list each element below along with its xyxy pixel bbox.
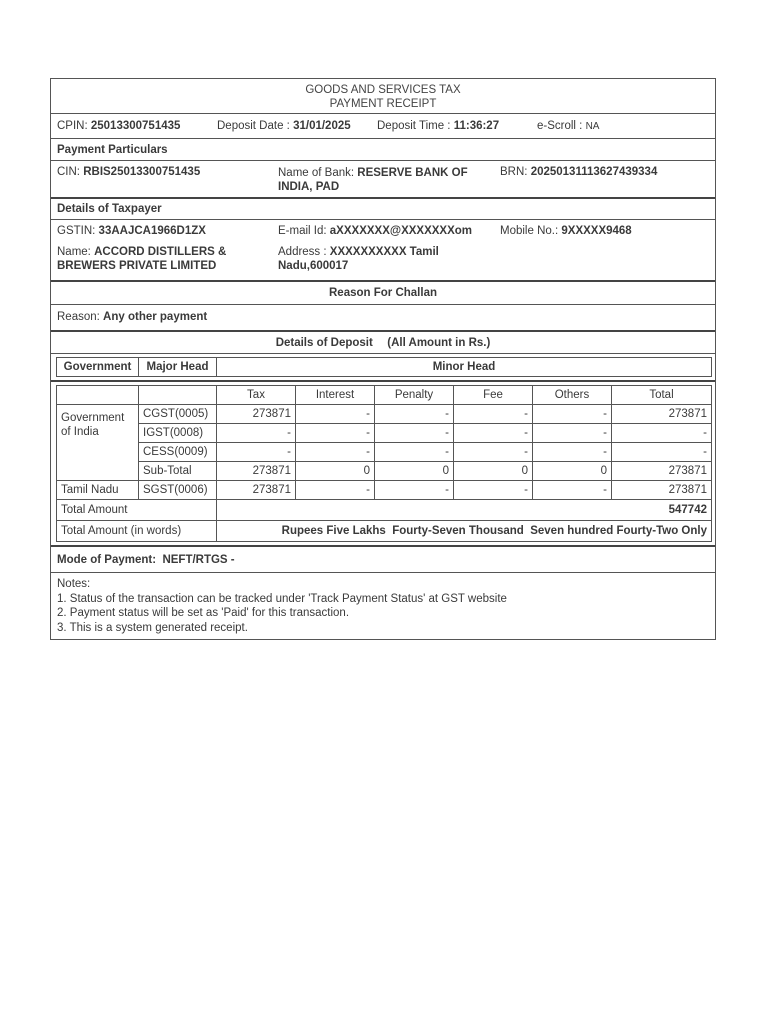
- cell-value: -: [375, 424, 454, 443]
- cell-value: 273871: [217, 481, 296, 500]
- cell-value: 0: [454, 462, 533, 481]
- table-row: [57, 462, 712, 481]
- deposit-date-label: Deposit Date :: [217, 120, 290, 132]
- cpin-row: [51, 114, 715, 139]
- gov-india-cell: Government of India: [57, 405, 139, 481]
- cell-value: -: [533, 481, 612, 500]
- cell-value: -: [454, 424, 533, 443]
- email-value: aXXXXXXX@XXXXXXXom: [329, 225, 473, 237]
- email-label: E-mail Id:: [278, 225, 327, 237]
- total-label: Total Amount: [57, 500, 217, 521]
- brn-value: 20250131113627439334: [530, 166, 658, 178]
- mode-value: NEFT/RTGS -: [162, 554, 235, 566]
- payment-particulars: [51, 161, 715, 199]
- bank-value: RESERVE BANK OF INDIA, PAD: [278, 167, 468, 193]
- cell-value: 0: [375, 462, 454, 481]
- cpin-value: 25013300751435: [90, 120, 181, 132]
- head-table: [56, 357, 712, 377]
- note-item: 2. Payment status will be set as 'Paid' for this transaction.: [57, 607, 350, 619]
- row-head: SGST(0006): [139, 481, 217, 500]
- cell-value: -: [217, 443, 296, 462]
- cell-value: -: [454, 405, 533, 424]
- cell-value: -: [454, 443, 533, 462]
- cell-value: -: [296, 405, 375, 424]
- cell-value: 273871: [612, 405, 712, 424]
- deposit-time-label: Deposit Time :: [377, 120, 451, 132]
- mobile-value: 9XXXXX9468: [561, 225, 632, 237]
- cell-value: 0: [533, 462, 612, 481]
- th-tax: Tax: [217, 386, 296, 405]
- cell-value: -: [612, 424, 712, 443]
- th-interest: Interest: [296, 386, 375, 405]
- cell-value: 273871: [612, 462, 712, 481]
- note-item: 1. Status of the transaction can be tracked under 'Track Payment Status' at GST website: [57, 592, 507, 605]
- deposit-head-table: [51, 357, 715, 382]
- mobile-label: Mobile No.:: [500, 225, 559, 237]
- row-head: CESS(0009): [139, 443, 217, 462]
- cell-value: 273871: [217, 405, 296, 424]
- cell-value: -: [533, 443, 612, 462]
- address-label: Address :: [278, 246, 327, 258]
- total-words-row: [57, 521, 712, 542]
- cell-value: -: [296, 443, 375, 462]
- cell-value: -: [375, 443, 454, 462]
- cin-label: CIN:: [57, 166, 80, 178]
- th-fee: Fee: [454, 386, 533, 405]
- col-government: Government: [57, 358, 139, 377]
- row-head: Sub-Total: [139, 462, 217, 481]
- payment-particulars-heading: Payment Particulars: [51, 139, 715, 161]
- row-head: IGST(0008): [139, 424, 217, 443]
- gstin-value: 33AAJCA1966D1ZX: [98, 225, 206, 237]
- gov-state-cell: Tamil Nadu: [57, 481, 139, 500]
- th-penalty: Penalty: [375, 386, 454, 405]
- table-row: [57, 405, 712, 424]
- th-others: Others: [533, 386, 612, 405]
- total-row: [57, 500, 712, 521]
- name-label: Name:: [57, 246, 91, 258]
- mode-label: Mode of Payment:: [57, 554, 157, 566]
- deposit-time-value: 11:36:27: [453, 120, 500, 132]
- notes-section: [51, 573, 715, 639]
- name-value: ACCORD DISTILLERS & BREWERS PRIVATE LIMITED: [57, 246, 227, 272]
- deposit-table: [56, 385, 712, 542]
- taxpayer-details: [51, 220, 715, 282]
- challan-reason: [51, 305, 715, 332]
- th-total: Total: [612, 386, 712, 405]
- row-head: CGST(0005): [139, 405, 217, 424]
- cell-value: -: [375, 481, 454, 500]
- total-value: 547742: [217, 500, 712, 521]
- deposit-title: Details of Deposit: [275, 337, 373, 349]
- deposit-date-value: 31/01/2025: [293, 120, 351, 132]
- cell-value: -: [454, 481, 533, 500]
- table-header-row: [57, 386, 712, 405]
- brn-label: BRN:: [500, 166, 528, 178]
- cell-value: -: [296, 424, 375, 443]
- gstin-label: GSTIN:: [57, 225, 96, 237]
- cpin-label: CPIN:: [57, 120, 88, 132]
- col-minor-head: Minor Head: [217, 358, 712, 377]
- cell-value: -: [533, 405, 612, 424]
- header-line1: GOODS AND SERVICES TAX: [305, 84, 461, 96]
- header-line2: PAYMENT RECEIPT: [329, 98, 437, 110]
- taxpayer-heading: Details of Taxpayer: [51, 199, 715, 220]
- escroll-label: e-Scroll :: [537, 120, 583, 132]
- total-words-value: Rupees Five Lakhs Fourty-Seven Thousand Seven hundred Fourty-Two Only: [217, 521, 712, 542]
- cell-value: -: [533, 424, 612, 443]
- escroll-value: NA: [585, 121, 600, 132]
- table-row: [57, 481, 712, 500]
- receipt-header: [51, 79, 715, 114]
- reason-value: Any other payment: [103, 311, 208, 323]
- total-words-label: Total Amount (in words): [57, 521, 217, 542]
- payment-receipt: [50, 78, 716, 640]
- mode-of-payment: [51, 547, 715, 573]
- bank-label: Name of Bank:: [278, 167, 355, 179]
- note-item: 3. This is a system generated receipt.: [57, 621, 248, 634]
- deposit-heading: [51, 332, 715, 354]
- challan-heading: Reason For Challan: [51, 282, 715, 305]
- cell-value: -: [296, 481, 375, 500]
- cell-value: 273871: [217, 462, 296, 481]
- reason-label: Reason:: [57, 311, 100, 323]
- cell-value: -: [612, 443, 712, 462]
- notes-title: Notes:: [57, 578, 91, 590]
- cell-value: -: [375, 405, 454, 424]
- col-major-head: Major Head: [139, 358, 217, 377]
- cell-value: -: [217, 424, 296, 443]
- deposit-table-wrap: [51, 385, 715, 547]
- table-row: [57, 424, 712, 443]
- cin-value: RBIS25013300751435: [83, 166, 201, 178]
- cell-value: 273871: [612, 481, 712, 500]
- cell-value: 0: [296, 462, 375, 481]
- table-row: [57, 443, 712, 462]
- deposit-note: (All Amount in Rs.): [387, 337, 491, 349]
- address-value: XXXXXXXXXX Tamil Nadu,600017: [278, 246, 439, 272]
